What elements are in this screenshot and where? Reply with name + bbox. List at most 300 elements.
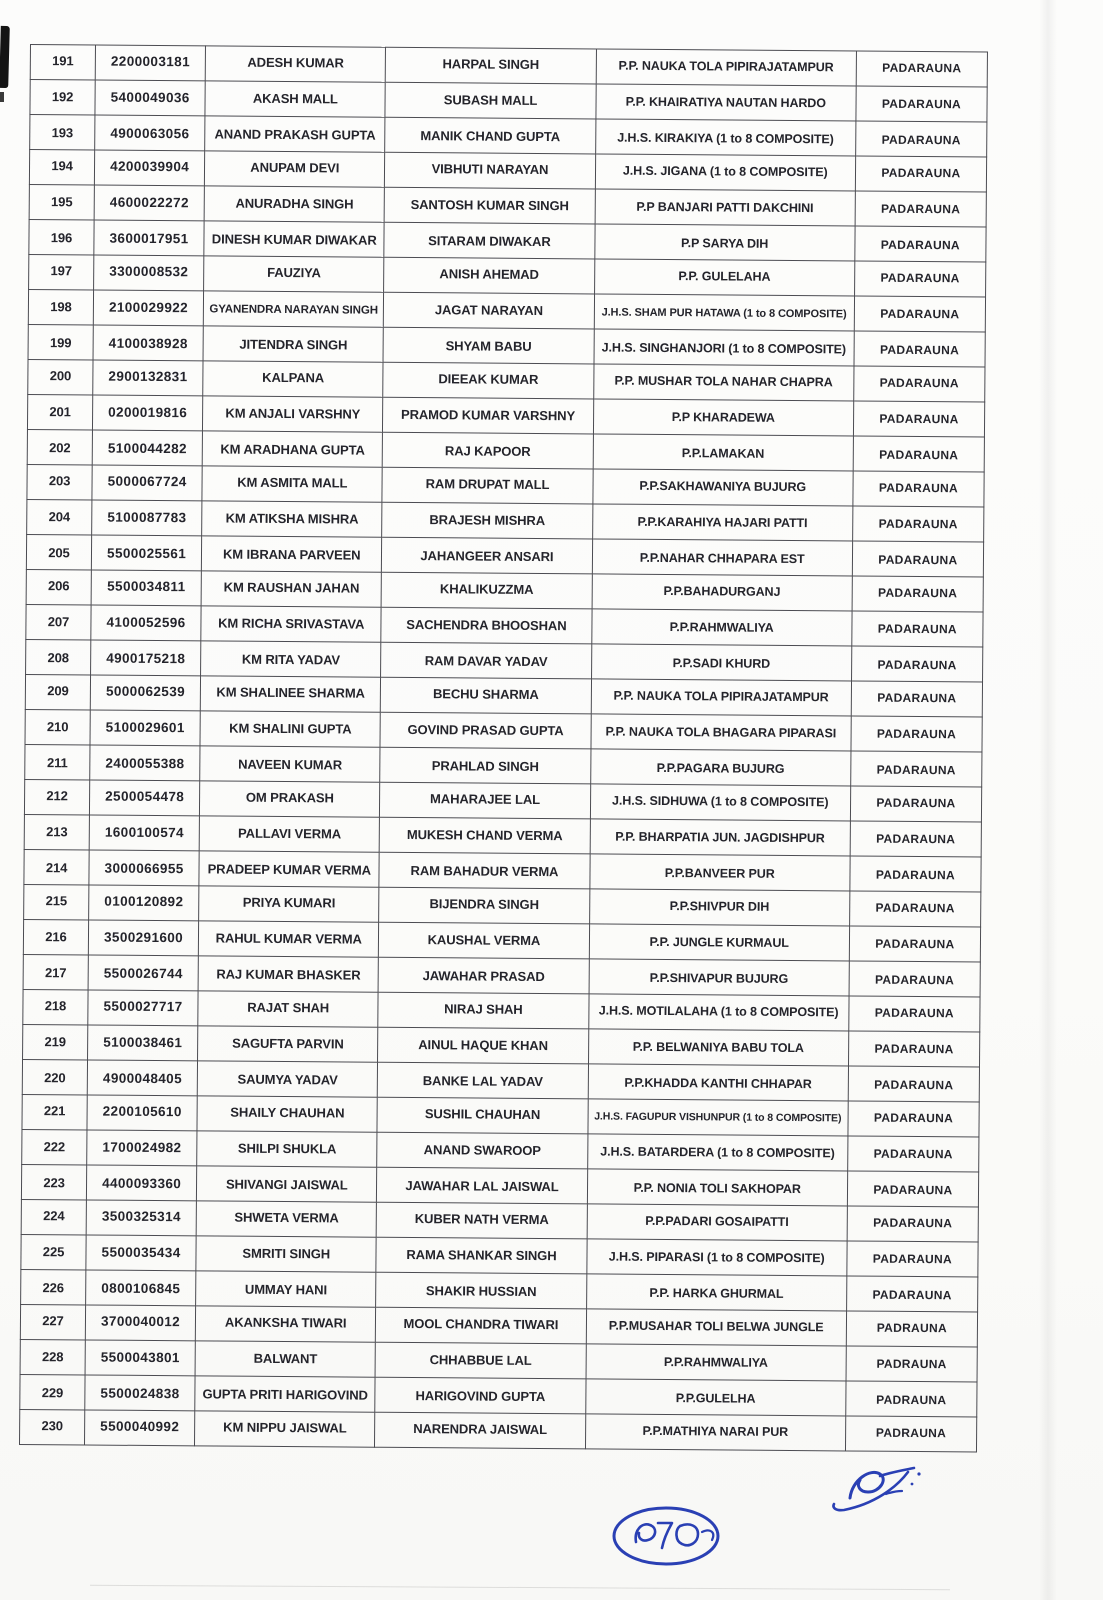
id-number-cell (87, 1060, 197, 1096)
father-name-cell (380, 817, 590, 854)
father-name-text: GOVIND PRASAD GUPTA (407, 721, 564, 739)
father-name-text: CHHABBUE LAL (429, 1352, 532, 1368)
block-text: PADARAUNA (874, 1041, 954, 1057)
serial-number-cell (27, 394, 92, 430)
school-cell (585, 1379, 846, 1416)
serial-number-text: 210 (46, 719, 69, 735)
serial-number-cell (21, 1234, 86, 1270)
father-name-cell (385, 152, 595, 189)
father-name-cell (378, 992, 588, 1029)
scan-edge-artifact (0, 26, 10, 88)
father-name-text: HARPAL SINGH (442, 56, 540, 72)
serial-number-cell (30, 115, 95, 151)
name-cell (199, 921, 379, 957)
serial-number-cell (30, 80, 95, 116)
serial-number-cell (29, 184, 94, 220)
id-number-cell (87, 1130, 197, 1166)
father-name-cell (377, 1132, 587, 1169)
name-text: GUPTA PRITI HARIGOVIND (202, 1386, 368, 1403)
father-name-text: RAMA SHANKAR SINGH (406, 1246, 557, 1264)
id-number-cell (94, 185, 204, 221)
school-text: P.P. BELWANIYA BABU TOLA (632, 1039, 804, 1056)
block-cell (853, 401, 984, 437)
school-cell (587, 1169, 848, 1206)
father-name-cell (378, 1062, 588, 1099)
school-cell (587, 1134, 848, 1171)
name-text: NAVEEN KUMAR (238, 756, 343, 773)
id-number-cell (88, 920, 198, 956)
school-cell (595, 154, 856, 191)
school-text: P.P. JUNGLE KURMAUL (649, 934, 789, 950)
serial-number-text: 202 (49, 440, 71, 456)
block-text: PADRAUNA (875, 1425, 947, 1441)
serial-number-text: 205 (48, 545, 70, 561)
id-number-cell (93, 395, 203, 431)
block-text: PADARAUNA (878, 552, 958, 568)
serial-number-text: 213 (46, 824, 68, 840)
serial-number-cell (26, 604, 91, 640)
serial-number-cell (25, 744, 90, 780)
id-number-text: 3600017951 (109, 230, 189, 247)
block-text: PADRAUNA (876, 1392, 947, 1408)
id-number-cell (90, 710, 200, 746)
serial-number-cell (21, 1199, 86, 1235)
school-cell (594, 294, 855, 331)
father-name-text: DIEEAK KUMAR (438, 371, 539, 388)
school-cell (585, 1414, 846, 1451)
block-text: PADARAUNA (881, 132, 961, 148)
school-text: P.P. MUSHAR TOLA NAHAR CHAPRA (614, 373, 833, 390)
father-name-cell (385, 117, 595, 154)
father-name-cell (380, 747, 590, 784)
block-cell (847, 1206, 978, 1242)
id-number-text: 4600022272 (109, 194, 189, 211)
id-number-cell (90, 745, 200, 781)
id-number-cell (90, 780, 200, 816)
block-cell (852, 576, 983, 612)
serial-number-text: 230 (41, 1418, 63, 1434)
block-text: PADRAUNA (876, 1320, 948, 1336)
block-cell (846, 1381, 977, 1417)
father-name-text: ANISH AHEMAD (439, 266, 539, 283)
block-text: PADARAUNA (875, 900, 955, 916)
serial-number-text: 199 (49, 335, 72, 351)
name-cell (197, 1061, 377, 1097)
father-name-text: AINUL HAQUE KHAN (418, 1037, 548, 1054)
block-text: PADARAUNA (881, 165, 961, 181)
id-number-text: 3500325314 (101, 1208, 182, 1225)
teacher-list-table-wrap (19, 44, 988, 1452)
name-text: KM ANJALI VARSHNY (225, 405, 361, 422)
id-number-cell (90, 675, 200, 711)
name-text: KM RITA YADAV (241, 651, 341, 668)
school-cell (588, 1099, 849, 1136)
father-name-cell (386, 47, 596, 84)
id-number-text: 3000066955 (104, 860, 184, 877)
school-cell (590, 749, 851, 786)
father-name-text: SHYAM BABU (445, 338, 532, 354)
name-cell (197, 1131, 377, 1167)
id-number-text: 3500291600 (103, 929, 184, 946)
serial-number-text: 198 (50, 299, 72, 315)
father-name-cell (382, 537, 592, 574)
school-text: J.H.S. SIDHUWA (1 to 8 COMPOSITE) (612, 793, 829, 810)
block-cell (851, 646, 982, 682)
school-text: P.P SARYA DIH (681, 236, 769, 251)
block-text: PADARAUNA (877, 690, 957, 706)
school-text: P.P.RAHMWALIYA (663, 1355, 768, 1370)
school-cell (588, 1029, 849, 1066)
name-cell (202, 466, 382, 502)
block-cell (852, 541, 983, 577)
block-cell (849, 996, 980, 1032)
block-cell (848, 1136, 979, 1172)
school-text: P.P.KHADDA KANTHI CHHAPAR (624, 1075, 812, 1092)
id-number-text: 1600100574 (104, 824, 185, 841)
id-number-cell (91, 570, 201, 606)
father-name-cell (382, 502, 592, 539)
serial-number-cell (29, 254, 94, 290)
id-number-text: 4900048405 (102, 1070, 183, 1087)
serial-number-cell (24, 814, 89, 850)
serial-number-text: 221 (43, 1103, 66, 1119)
school-text: P.P.MUSAHAR TOLI BELWA JUNGLE (608, 1318, 824, 1335)
serial-number-cell (24, 884, 89, 920)
id-number-text: 0200019816 (108, 404, 188, 421)
school-cell (592, 539, 853, 576)
block-text: PADARAUNA (880, 306, 960, 322)
school-text: P.P. NONIA TOLI SAKHOPAR (633, 1180, 801, 1197)
serial-number-text: 215 (45, 893, 68, 909)
school-cell (596, 49, 857, 86)
name-cell (204, 221, 384, 257)
father-name-text: MOOL CHANDRA TIWARI (403, 1315, 559, 1333)
serial-number-text: 200 (49, 368, 72, 384)
serial-number-cell (20, 1374, 85, 1410)
name-text: GYANENDRA NARAYAN SINGH (209, 303, 378, 317)
school-text: P.P.BANVEER PUR (664, 866, 775, 881)
id-number-text: 4900063056 (110, 125, 190, 142)
serial-number-text: 197 (50, 263, 72, 279)
school-cell (589, 889, 850, 926)
father-name-text: SITARAM DIWAKAR (428, 233, 551, 250)
school-cell (588, 1064, 849, 1101)
block-cell (851, 716, 982, 752)
father-name-text: SACHENDRA BHOOSHAN (406, 616, 567, 634)
father-name-cell (381, 572, 591, 609)
serial-number-text: 192 (51, 89, 74, 105)
serial-number-text: 226 (42, 1280, 65, 1296)
father-name-cell (379, 852, 589, 889)
block-text: PADRAUNA (876, 1356, 947, 1372)
id-number-cell (88, 990, 198, 1026)
name-text: KM ARADHANA GUPTA (220, 441, 365, 458)
father-name-text: RAJ KAPOOR (444, 443, 531, 459)
school-cell (586, 1239, 847, 1276)
name-text: DINESH KUMAR DIWAKAR (211, 231, 377, 248)
school-cell (587, 1204, 848, 1241)
serial-number-cell (29, 150, 94, 186)
serial-number-text: 223 (43, 1175, 65, 1191)
father-name-text: BECHU SHARMA (432, 686, 539, 703)
serial-number-cell (29, 219, 94, 255)
school-text: J.H.S. JIGANA (1 to 8 COMPOSITE) (622, 163, 828, 180)
serial-number-cell (24, 779, 89, 815)
block-text: PADARAUNA (879, 342, 960, 358)
serial-number-cell (27, 429, 92, 465)
father-name-cell (376, 1272, 586, 1309)
name-text: ANAND PRAKASH GUPTA (214, 126, 376, 143)
id-number-text: 4200039904 (110, 158, 190, 175)
school-cell (591, 609, 852, 646)
school-text: P.P.PAGARA BUJURG (656, 760, 785, 776)
father-name-cell (379, 922, 589, 959)
school-cell (586, 1344, 847, 1381)
name-cell (198, 1026, 378, 1062)
block-text: PADARAUNA (874, 1005, 954, 1021)
father-name-cell (378, 957, 588, 994)
serial-number-cell (22, 1059, 87, 1095)
father-name-text: SANTOSH KUMAR SINGH (410, 196, 569, 214)
name-text: ADESH KUMAR (247, 54, 344, 71)
block-text: PADARAUNA (881, 201, 961, 217)
name-cell (196, 1236, 376, 1272)
name-cell (205, 81, 385, 117)
block-cell (853, 436, 984, 472)
block-cell (854, 331, 985, 367)
father-name-text: JAWAHAR LAL JAISWAL (405, 1177, 559, 1195)
school-text: P.P.LAMAKAN (681, 446, 765, 461)
scan-edge-artifact-small (0, 92, 4, 102)
serial-number-cell (23, 1024, 88, 1060)
id-number-cell (85, 1305, 195, 1341)
name-text: RAJAT SHAH (247, 999, 330, 1016)
id-number-cell (92, 430, 202, 466)
block-text: PADARAUNA (873, 1146, 953, 1162)
serial-number-text: 206 (48, 578, 70, 594)
school-cell (591, 714, 852, 751)
id-number-cell (86, 1200, 196, 1236)
id-number-cell (94, 255, 204, 291)
father-name-cell (376, 1237, 586, 1274)
name-cell (205, 151, 385, 187)
id-number-text: 5100044282 (107, 440, 188, 457)
school-cell (593, 434, 854, 471)
father-name-text: NARENDRA JAISWAL (413, 1421, 548, 1438)
name-cell (195, 1411, 375, 1447)
name-cell (205, 46, 385, 82)
id-number-cell (95, 115, 205, 151)
block-text: PADARAUNA (874, 972, 955, 988)
id-number-cell (91, 640, 201, 676)
id-number-text: 5500024838 (100, 1385, 180, 1402)
serial-number-cell (26, 534, 91, 570)
school-cell (592, 574, 853, 611)
school-text: P.P.KARAHIYA HAJARI PATTI (637, 514, 808, 531)
father-name-cell (381, 642, 591, 679)
id-number-text: 4100038928 (108, 335, 188, 352)
father-name-text: KAUSHAL VERMA (427, 932, 541, 949)
block-cell (848, 1101, 979, 1137)
block-cell (846, 1276, 977, 1312)
block-cell (856, 86, 987, 122)
father-name-text: HARIGOVIND GUPTA (415, 1388, 546, 1405)
father-name-text: MUKESH CHAND VERMA (406, 826, 563, 844)
serial-number-cell (28, 359, 93, 395)
id-number-text: 5100038461 (103, 1034, 183, 1051)
serial-number-cell (23, 989, 88, 1025)
block-text: PADARAUNA (877, 657, 957, 673)
name-text: SAGUFTA PARVIN (232, 1035, 344, 1052)
block-cell (850, 821, 981, 857)
school-text: P.P. NAUKA TOLA PIPIRAJATAMPUR (618, 58, 834, 75)
name-cell (202, 431, 382, 467)
serial-number-text: 212 (46, 788, 68, 804)
serial-number-text: 218 (44, 998, 67, 1014)
school-text: P.P.SHIVPUR DIH (669, 899, 770, 914)
id-number-cell (93, 290, 203, 326)
name-cell (195, 1376, 375, 1412)
id-number-cell (93, 360, 203, 396)
name-cell (195, 1306, 375, 1342)
block-text: PADARAUNA (880, 237, 961, 253)
serial-number-text: 204 (48, 509, 71, 525)
signature-oval-stamp (598, 1492, 738, 1580)
id-number-text: 5500043801 (100, 1349, 180, 1366)
school-cell (593, 399, 854, 436)
block-cell (845, 1416, 976, 1452)
name-cell (199, 851, 379, 887)
school-cell (586, 1274, 847, 1311)
id-number-text: 4400093360 (102, 1175, 182, 1192)
id-number-cell (88, 1025, 198, 1061)
name-text: JITENDRA SINGH (239, 336, 348, 353)
scan-bottom-line (90, 1585, 950, 1591)
id-number-text: 4100052596 (106, 614, 186, 631)
id-number-text: 5100029601 (105, 719, 185, 736)
serial-number-cell (23, 954, 88, 990)
serial-number-cell (20, 1409, 85, 1445)
serial-number-text: 191 (52, 53, 74, 69)
name-text: KM ASMITA MALL (237, 474, 348, 491)
serial-number-cell (22, 1094, 87, 1130)
name-cell (203, 291, 383, 327)
father-name-text: BRAJESH MISHRA (429, 512, 546, 529)
serial-number-text: 229 (41, 1385, 64, 1401)
block-cell (855, 156, 986, 192)
id-number-cell (91, 605, 201, 641)
name-text: OM PRAKASH (245, 789, 334, 806)
school-cell (586, 1309, 847, 1346)
id-number-cell (94, 150, 204, 186)
school-text: P.P. NAUKA TOLA PIPIRAJATAMPUR (613, 688, 829, 705)
name-cell (200, 781, 380, 817)
school-text: P.P. BHARPATIA JUN. JAGDISHPUR (615, 829, 825, 846)
id-number-text: 5500034811 (107, 578, 186, 595)
serial-number-text: 222 (43, 1139, 66, 1155)
serial-number-cell (20, 1339, 85, 1375)
block-cell (847, 1171, 978, 1207)
school-text: P.P.SAKHAWANIYA BUJURG (639, 478, 807, 495)
id-number-cell (94, 220, 204, 256)
block-text: PADARAUNA (874, 1077, 954, 1093)
name-cell (196, 1271, 376, 1307)
school-text: P.P. NAUKA TOLA BHAGARA PIPARASI (605, 724, 837, 741)
serial-number-text: 211 (46, 755, 68, 771)
school-text: J.H.S. PIPARASI (1 to 8 COMPOSITE) (608, 1249, 825, 1266)
block-text: PADARAUNA (872, 1287, 952, 1303)
serial-number-text: 214 (45, 860, 68, 876)
block-cell (847, 1241, 978, 1277)
father-name-text: JAWAHAR PRASAD (422, 968, 545, 985)
school-text: J.H.S. KIRAKIYA (1 to 8 COMPOSITE) (617, 130, 834, 147)
serial-number-cell (20, 1304, 85, 1340)
block-text: PADARAUNA (877, 621, 957, 637)
serial-number-text: 228 (41, 1349, 64, 1365)
name-text: KM SHALINEE SHARMA (216, 684, 365, 701)
block-cell (851, 681, 982, 717)
serial-number-cell (25, 709, 90, 745)
block-text: PADARAUNA (879, 411, 959, 427)
school-cell (589, 924, 850, 961)
block-text: PADARAUNA (873, 1215, 953, 1231)
name-cell (201, 571, 381, 607)
block-text: PADARAUNA (876, 762, 956, 778)
name-cell (196, 1201, 376, 1237)
school-cell (596, 84, 857, 121)
name-text: UMMAY HANI (244, 1281, 328, 1298)
school-text: J.H.S. BATARDERA (1 to 8 COMPOSITE) (600, 1144, 835, 1161)
school-cell (595, 189, 856, 226)
name-cell (201, 641, 381, 677)
id-number-text: 5500040992 (100, 1418, 180, 1435)
teacher-list-table (19, 44, 988, 1452)
serial-number-cell (25, 674, 90, 710)
father-name-text: SHAKIR HUSSIAN (425, 1283, 537, 1300)
school-text: P.P.MATHIYA NARAI PUR (642, 1423, 789, 1439)
block-text: PADARAUNA (876, 795, 956, 811)
father-name-text: KUBER NATH VERMA (414, 1211, 549, 1228)
school-cell (592, 469, 853, 506)
block-cell (856, 51, 987, 87)
serial-number-text: 207 (47, 614, 70, 630)
serial-number-text: 217 (44, 965, 67, 981)
father-name-text: SUSHIL CHAUHAN (424, 1106, 541, 1123)
school-text: J.H.S. SINGHANJORI (1 to 8 COMPOSITE) (601, 340, 847, 357)
father-name-cell (384, 292, 594, 329)
block-text: PADARAUNA (879, 447, 959, 463)
name-cell (204, 256, 384, 292)
block-cell (852, 506, 983, 542)
school-text: P.P.BAHADURGANJ (663, 583, 781, 599)
id-number-text: 0800106845 (101, 1280, 181, 1297)
id-number-text: 5500027717 (103, 998, 183, 1015)
id-number-cell (86, 1235, 196, 1271)
school-text: P.P.SHIVAPUR BUJURG (649, 970, 789, 986)
block-cell (852, 611, 983, 647)
school-text: P.P.GULELHA (675, 1391, 756, 1406)
id-number-cell (85, 1340, 195, 1376)
father-name-cell (377, 1097, 587, 1134)
name-text: KALPANA (262, 369, 325, 386)
block-cell (848, 1066, 979, 1102)
id-number-text: 2400055388 (105, 755, 185, 772)
name-cell (197, 1166, 377, 1202)
school-cell (593, 364, 854, 401)
name-text: PRADEEP KUMAR VERMA (207, 861, 371, 878)
id-number-cell (93, 325, 203, 361)
id-number-text: 2100029922 (108, 299, 189, 316)
